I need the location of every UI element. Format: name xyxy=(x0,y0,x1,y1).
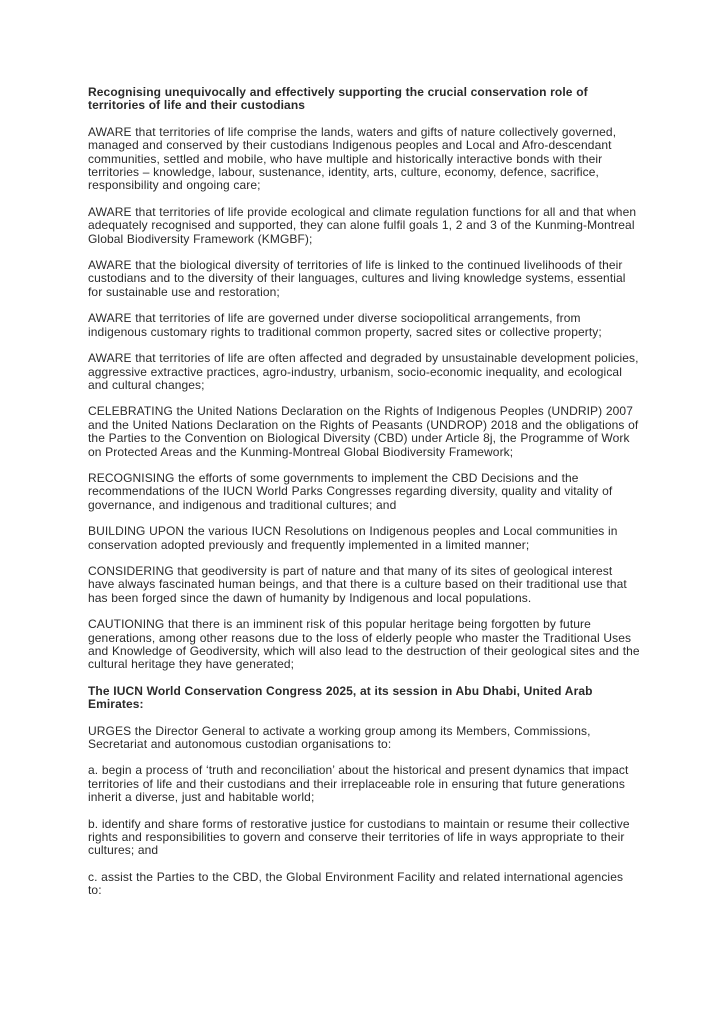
para-aware-biological-diversity: AWARE that the biological diversity of territories of life is linked to the continued livelihoods of their custodians and to the diversity of their languages, cultures and living knowledge systems, essential for sustainable use and restoration; xyxy=(88,258,626,299)
para-considering: CONSIDERING that geodiversity is part of nature and that many of its sites of geological interest have always fascinated human beings, and that there is a culture based on their traditional use that has been forged since the dawn of humanity by Indigenous and local populations. xyxy=(88,563,627,605)
para-clause-b: b. identify and share forms of restorative justice for custodians to maintain or resume their collective rights and responsibilities to govern and conserve their territories of life in ways appropriate to their cultures; and xyxy=(88,816,630,858)
para-building-upon: BUILDING UPON the various IUCN Resolutions on Indigenous peoples and Local communities in conservation adopted previously and frequently implemented in a limited manner; xyxy=(88,524,618,552)
para-aware-governed: AWARE that territories of life are governed under diverse sociopolitical arrangements, from indigenous customary rights to traditional common property, sacred sites or collective property; xyxy=(88,311,602,339)
para-aware-comprise: AWARE that territories of life comprise the lands, waters and gifts of nature collectively governed, managed and conserved by their custodians Indigenous peoples and Local and Afro-descendant communities, settled and mobile, who have multiple and historically interactive bonds with their territories – knowledge, labour, sustenance, identity, arts, culture, economy, defence, sacrifice, responsibility and ongoing care; xyxy=(88,124,617,193)
para-aware-degraded: AWARE that territories of life are often affected and degraded by unsustainable development policies, aggressive extractive practices, agro-industry, urbanism, socio-economic inequality, and ecological and cultural changes; xyxy=(88,351,639,392)
para-recognising: RECOGNISING the efforts of some governments to implement the CBD Decisions and the recommendations of the IUCN World Parks Congresses regarding diversity, quality and vitality of governance, and indigenous and traditional cultures; and xyxy=(88,470,613,512)
para-clause-a: a. begin a process of ‘truth and reconciliation’ about the historical and present dynamics that impact territories of life and their custodians and their irreplaceable role in ensuring that future generations inherit a diverse, just and habitable world; xyxy=(88,763,629,805)
para-clause-c: c. assist the Parties to the CBD, the Global Environment Facility and related international agencies to: xyxy=(88,869,624,898)
document-title: Recognising unequivocally and effectively supporting the crucial conservation role of territories of life and their custodians xyxy=(88,85,588,113)
para-congress-session-heading: The IUCN World Conservation Congress 2025, at its session in Abu Dhabi, United Arab Emirates: xyxy=(88,683,593,712)
para-cautioning: CAUTIONING that there is an imminent risk of this popular heritage being forgotten by future generations, among other reasons due to the loss of elderly people who master the Traditional Uses and Knowledge of Geodiversity, which will also lead to the destruction of their geological sites and the cultural heritage they have generated; xyxy=(88,617,640,672)
document-page xyxy=(88,86,640,911)
para-aware-ecological: AWARE that territories of life provide ecological and climate regulation functions for all and that when adequately recognised and supported, they can alone fulfil goals 1, 2 and 3 of the Kunming-Montreal Global Biodiversity Framework (KMGBF); xyxy=(88,204,637,246)
para-celebrating: CELEBRATING the United Nations Declaration on the Rights of Indigenous Peoples (UNDRIP) 2007 and the United Nations Declaration on the Rights of Peasants (UNDROP) 2018 and the obligations of the Parties to the Convention on Biological Diversity (CBD) under Article 8j, the Programme of Work on Protected Areas and the Kunming-Montreal Global Biodiversity Framework; xyxy=(88,404,639,459)
para-urges: URGES the Director General to activate a working group among its Members, Commissions, Secretariat and autonomous custodian organisations to: xyxy=(88,723,591,752)
